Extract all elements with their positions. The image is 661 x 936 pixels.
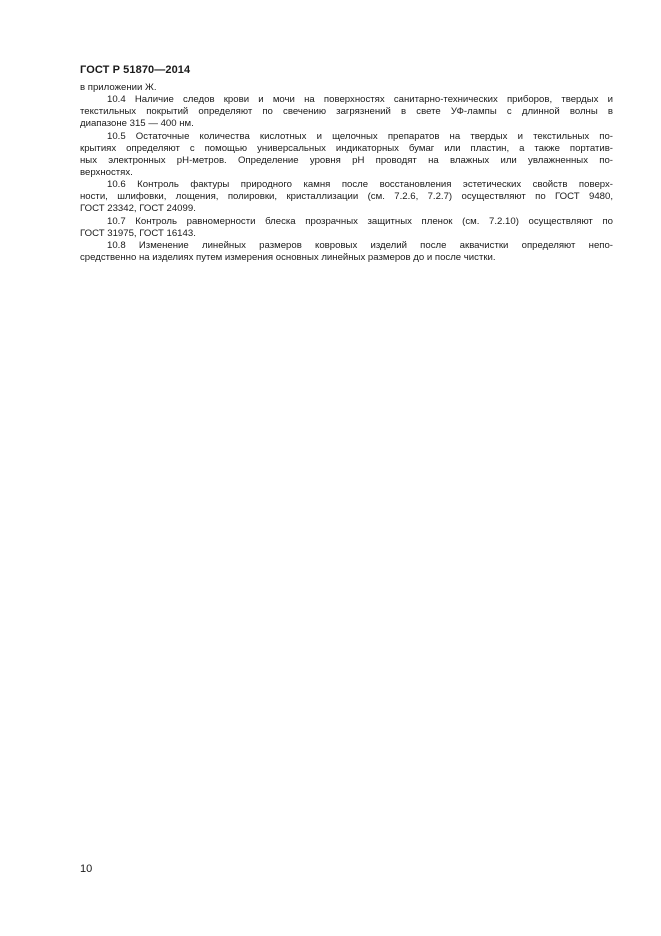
- text-line: ГОСТ 31975, ГОСТ 16143.: [80, 227, 196, 239]
- text-line: 10.5 Остаточные количества кислотных и щелочных препаратов на твердых и текстильных по-: [107, 130, 613, 142]
- page-number: 10: [80, 863, 93, 875]
- text-line: 10.8 Изменение линейных размеров ковровых изделий после аквачистки определяют непо-: [107, 239, 613, 251]
- text-line: текстильных покрытий определяют по свечению загрязнений в свете УФ-лампы с длинной волны в: [80, 106, 613, 118]
- text-line: средственно на изделиях путем измерения основных линейных размеров до и после чистки.: [80, 251, 496, 263]
- text-line: ности, шлифовки, лощения, полировки, кристаллизации (см. 7.2.6, 7.2.7) осуществляют по ГОСТ 9480,: [80, 191, 613, 203]
- document-body: [80, 82, 613, 264]
- document-header: ГОСТ Р 51870—2014: [80, 64, 191, 76]
- text-line: ГОСТ 23342, ГОСТ 24099.: [80, 203, 196, 215]
- text-line: крытиях определяют с помощью универсальных индикаторных бумаг или пластин, а также портатив-: [80, 142, 613, 154]
- text-line: ных электронных рН-метров. Определение уровня рН проводят на влажных или увлажненных по-: [80, 154, 613, 166]
- text-line: в приложении Ж.: [80, 82, 157, 93]
- text-line: 10.7 Контроль равномерности блеска прозрачных защитных пленок (см. 7.2.10) осуществляют по: [107, 215, 613, 227]
- text-line: верхностях.: [80, 166, 133, 178]
- text-line: 10.6 Контроль фактуры природного камня после восстановления эстетических свойств поверх-: [107, 179, 613, 191]
- text-line: диапазоне 315 — 400 нм.: [80, 118, 194, 130]
- text-line: 10.4 Наличие следов крови и мочи на поверхностях санитарно-технических приборов, твердых и: [107, 94, 613, 106]
